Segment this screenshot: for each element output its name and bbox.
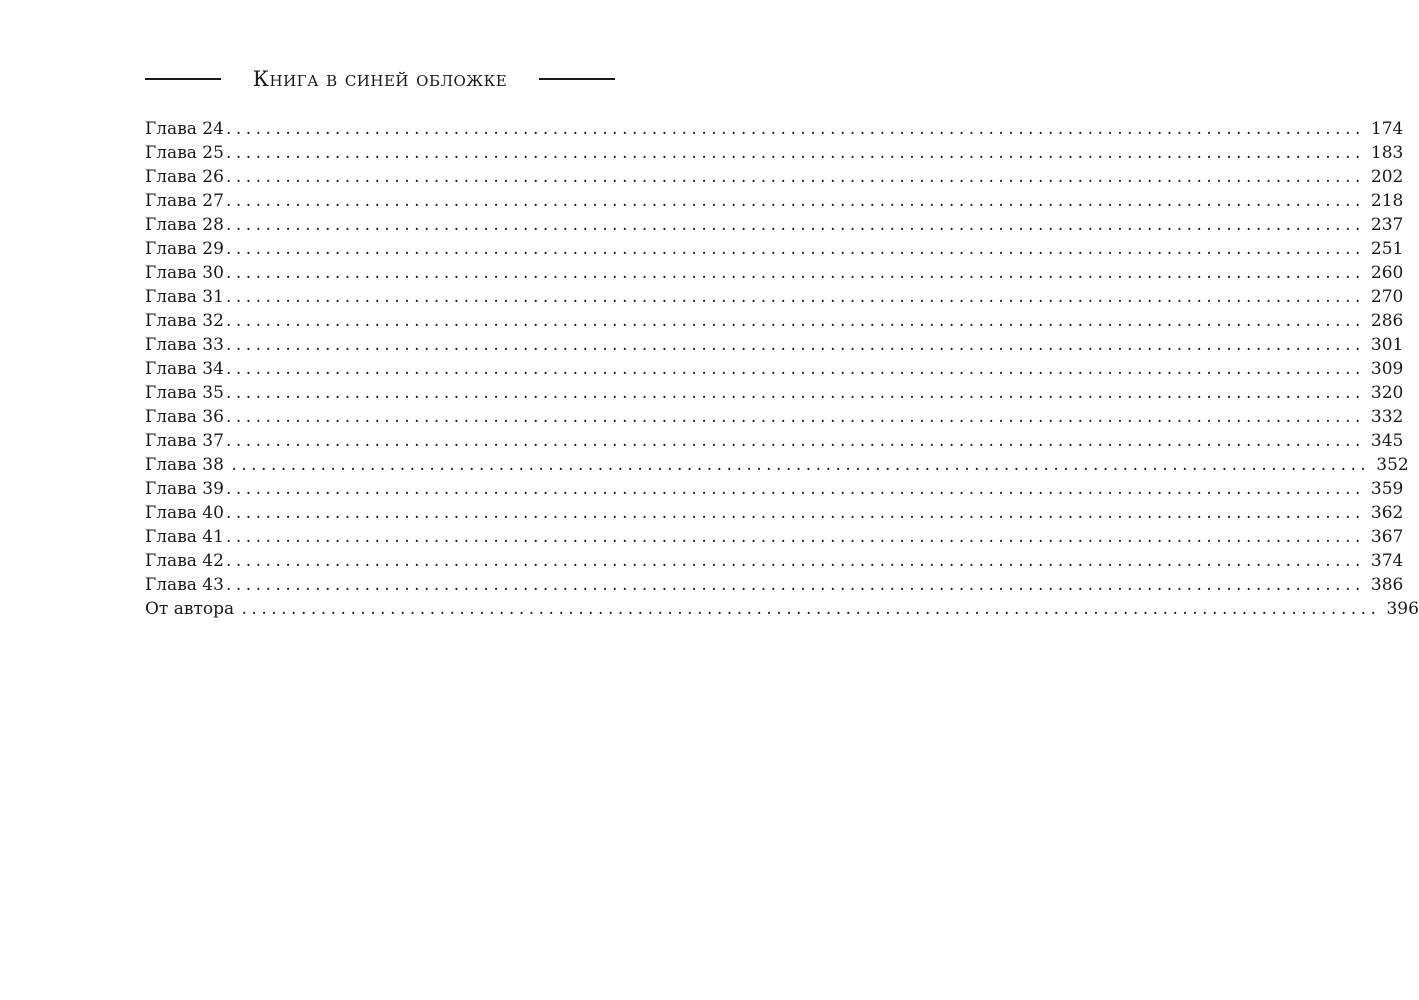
toc-entry-label: Глава 29 bbox=[145, 239, 224, 259]
left-rule bbox=[145, 78, 221, 80]
toc-entry-leader: ................................................................................................................... bbox=[225, 311, 1365, 331]
toc-entry-leader: ................................................................................................................... bbox=[225, 215, 1365, 235]
toc-entry-label: Глава 27 bbox=[145, 191, 224, 211]
toc-entry bbox=[145, 213, 1404, 237]
toc-entry-leader: ................................................................................................................... bbox=[225, 335, 1365, 355]
toc-entry-page: 309 bbox=[1370, 359, 1404, 379]
toc-entry-label: Глава 25 bbox=[145, 143, 224, 163]
toc-entry-leader: ................................................................................................................... bbox=[225, 239, 1365, 259]
toc-entry-leader: ................................................................................................................... bbox=[231, 455, 1371, 475]
toc-entry bbox=[145, 429, 1404, 453]
toc-entry-leader: ................................................................................................................... bbox=[225, 119, 1365, 139]
toc-entry-leader: ................................................................................................................... bbox=[225, 359, 1365, 379]
toc-entry bbox=[145, 117, 1404, 141]
toc-entry-label: Глава 34 bbox=[145, 359, 224, 379]
toc-entry bbox=[145, 525, 1404, 549]
toc-entry-label: Глава 24 bbox=[145, 119, 224, 139]
toc-entry-leader: ................................................................................................................... bbox=[225, 263, 1365, 283]
toc-entry-page: 374 bbox=[1370, 551, 1404, 571]
toc-entry-leader: ................................................................................................................... bbox=[225, 143, 1365, 163]
toc-entry bbox=[145, 381, 1404, 405]
toc-entry-page: 332 bbox=[1370, 407, 1404, 427]
toc-entry-page: 345 bbox=[1370, 431, 1404, 451]
toc-entry-label: От автора bbox=[145, 599, 240, 619]
toc-entry-page: 352 bbox=[1376, 455, 1409, 475]
toc-entry-label: Глава 39 bbox=[145, 479, 224, 499]
toc-entry-page: 183 bbox=[1370, 143, 1404, 163]
toc-entry-leader: ................................................................................................................... bbox=[225, 575, 1365, 595]
toc-entry-page: 218 bbox=[1370, 191, 1404, 211]
toc-entry bbox=[145, 477, 1404, 501]
toc-entry bbox=[145, 405, 1404, 429]
toc-entry-page: 286 bbox=[1370, 311, 1404, 331]
toc-entry bbox=[145, 189, 1404, 213]
toc-entry-leader: ................................................................................................................... bbox=[225, 503, 1365, 523]
toc-entry bbox=[145, 333, 1404, 357]
toc-entry-label: Глава 38 bbox=[145, 455, 230, 475]
toc-entry-leader: ................................................................................................................... bbox=[225, 287, 1365, 307]
toc-entry-page: 260 bbox=[1370, 263, 1404, 283]
toc-entry bbox=[145, 165, 1404, 189]
right-rule bbox=[539, 78, 615, 80]
toc-entry-leader: ................................................................................................................... bbox=[225, 383, 1365, 403]
toc-entry-page: 270 bbox=[1370, 287, 1404, 307]
toc-entry-label: Глава 40 bbox=[145, 503, 224, 523]
toc-entry-label: Глава 33 bbox=[145, 335, 224, 355]
toc-entry-label: Глава 36 bbox=[145, 407, 224, 427]
toc-entry bbox=[145, 573, 1404, 597]
toc-entry bbox=[145, 549, 1404, 573]
toc-entry-label: Глава 37 bbox=[145, 431, 224, 451]
toc-entry bbox=[145, 357, 1404, 381]
toc-entry-page: 251 bbox=[1370, 239, 1404, 259]
toc-entry bbox=[145, 261, 1404, 285]
toc-entry-label: Глава 28 bbox=[145, 215, 224, 235]
toc-entry-leader: ................................................................................................................... bbox=[225, 527, 1365, 547]
toc-entry-label: Глава 26 bbox=[145, 167, 224, 187]
toc-entry-page: 386 bbox=[1370, 575, 1404, 595]
running-head bbox=[145, 62, 615, 96]
toc-entry-page: 174 bbox=[1370, 119, 1404, 139]
table-of-contents bbox=[145, 117, 1419, 621]
toc-entry-leader: ................................................................................................................... bbox=[225, 551, 1365, 571]
toc-entry-page: 359 bbox=[1370, 479, 1404, 499]
toc-entry-leader: ................................................................................................................... bbox=[225, 431, 1365, 451]
toc-entry bbox=[145, 309, 1404, 333]
toc-entry bbox=[145, 501, 1404, 525]
toc-entry-label: Глава 43 bbox=[145, 575, 224, 595]
toc-entry-leader: ................................................................................................................... bbox=[225, 479, 1365, 499]
toc-entry-label: Глава 31 bbox=[145, 287, 224, 307]
toc-entry bbox=[145, 285, 1404, 309]
toc-entry-leader: ................................................................................................................... bbox=[225, 191, 1365, 211]
toc-entry-leader: ................................................................................................................... bbox=[241, 599, 1381, 619]
toc-entry-label: Глава 42 bbox=[145, 551, 224, 571]
toc-entry bbox=[145, 141, 1404, 165]
toc-entry-page: 320 bbox=[1370, 383, 1404, 403]
toc-entry-page: 396 bbox=[1386, 599, 1419, 619]
toc-entry-page: 237 bbox=[1370, 215, 1404, 235]
toc-entry-page: 362 bbox=[1370, 503, 1404, 523]
toc-entry-label: Глава 32 bbox=[145, 311, 224, 331]
book-title: Книга в синей обложке bbox=[252, 67, 508, 91]
toc-entry-page: 301 bbox=[1370, 335, 1404, 355]
toc-entry-leader: ................................................................................................................... bbox=[225, 167, 1365, 187]
toc-entry-page: 367 bbox=[1370, 527, 1404, 547]
toc-entry-label: Глава 41 bbox=[145, 527, 224, 547]
toc-entry-label: Глава 30 bbox=[145, 263, 224, 283]
toc-entry-page: 202 bbox=[1370, 167, 1404, 187]
toc-entry-leader: ................................................................................................................... bbox=[225, 407, 1365, 427]
toc-entry-label: Глава 35 bbox=[145, 383, 224, 403]
toc-entry bbox=[145, 597, 1419, 621]
toc-entry bbox=[145, 453, 1409, 477]
toc-entry bbox=[145, 237, 1404, 261]
